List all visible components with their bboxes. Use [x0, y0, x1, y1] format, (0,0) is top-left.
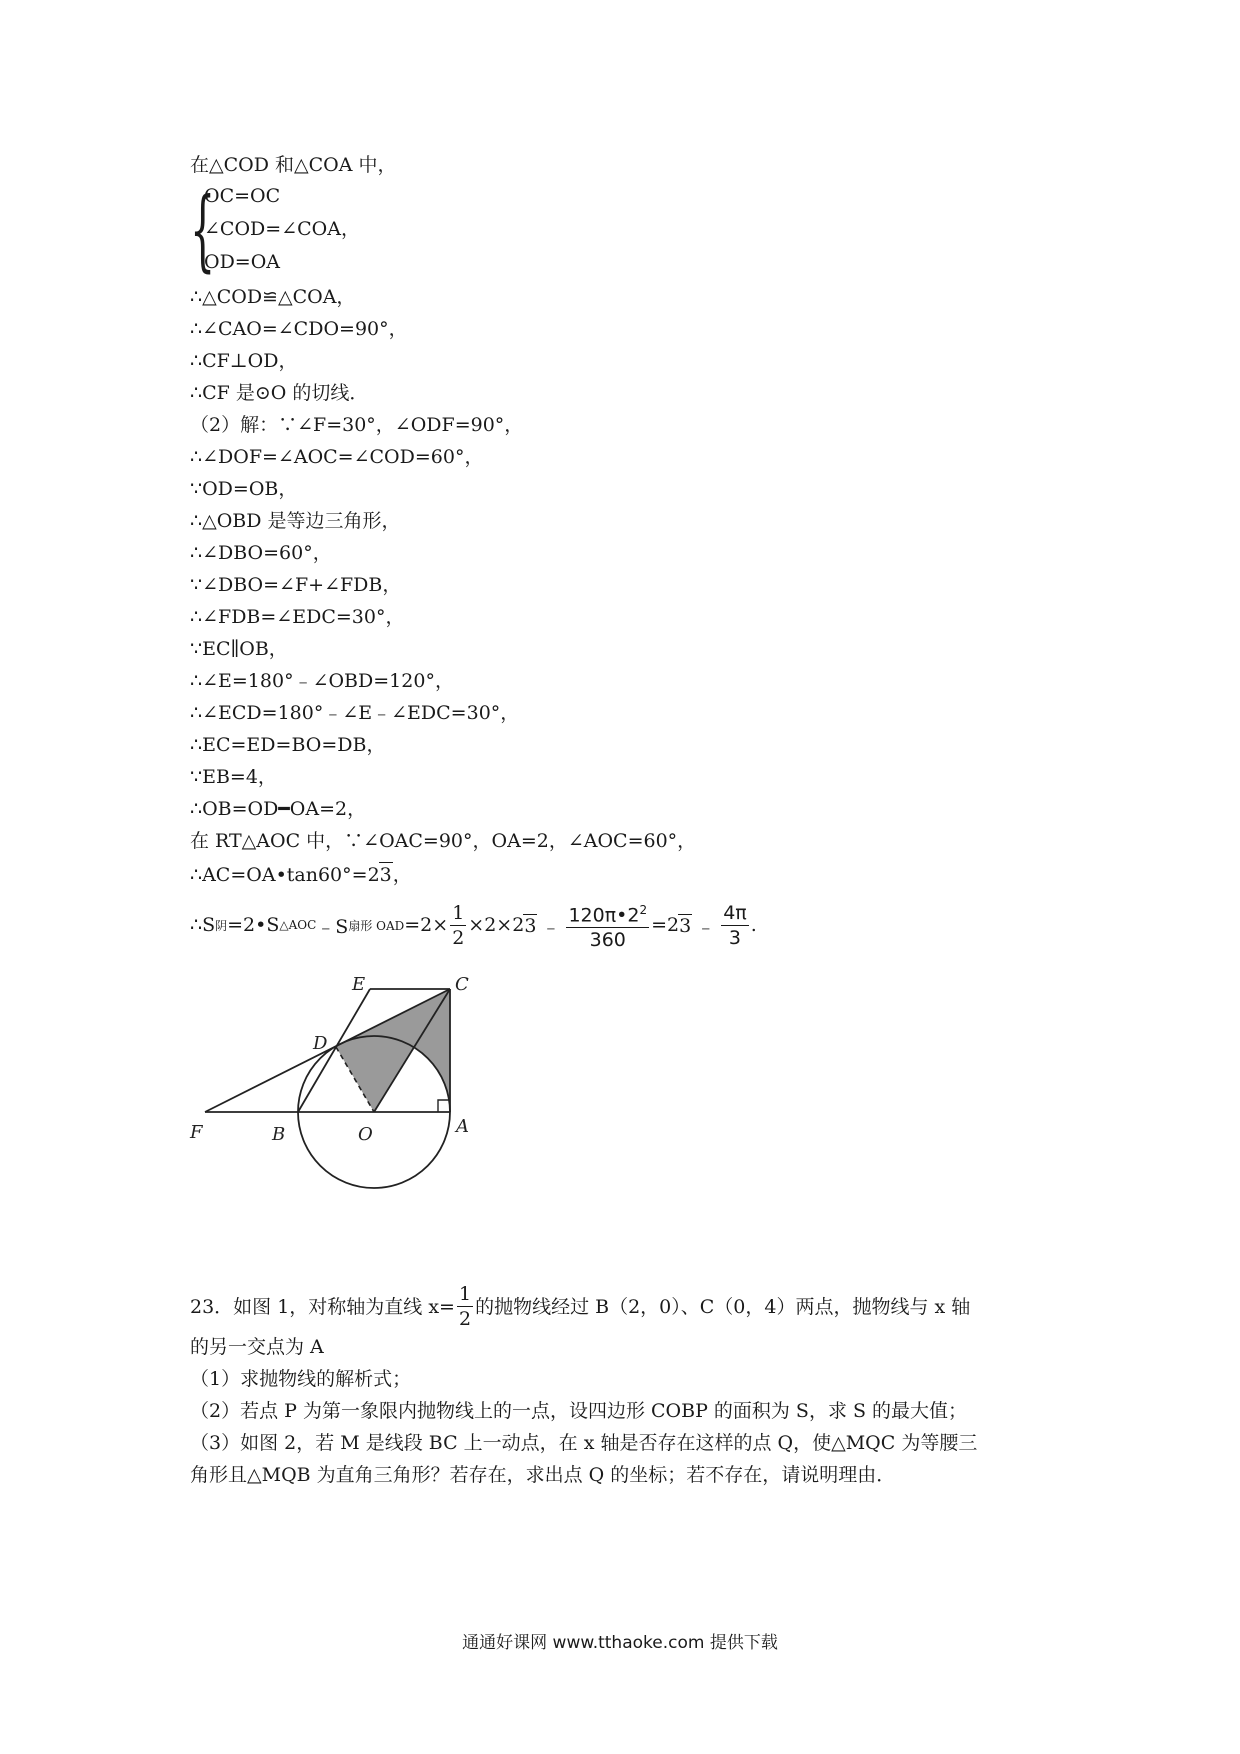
fraction-denominator: 2: [458, 1308, 472, 1330]
text-line: ∴∠FDB=∠EDC=30°，: [190, 606, 405, 628]
area-formula: [190, 898, 757, 952]
system-row: ∠COD=∠COA，: [204, 218, 360, 240]
fraction: [721, 901, 749, 950]
question-line: 的另一交点为 A: [190, 1336, 324, 1358]
text-line: ∴∠ECD=180°﹣∠E﹣∠EDC=30°，: [190, 702, 520, 724]
text-line: [190, 862, 412, 887]
fraction-numerator: 1: [458, 1283, 472, 1305]
fraction-denominator: 2: [452, 926, 465, 949]
text-line: ∴∠E=180°﹣∠OBD=120°，: [190, 670, 454, 692]
brace-symbol: {: [190, 178, 216, 281]
fraction-numerator: 1: [452, 901, 465, 924]
text-line: ∵EC∥OB，: [190, 638, 288, 660]
question-text: 的抛物线经过 B（2，0）、C（0，4）两点，抛物线与 x 轴: [475, 1295, 971, 1318]
text-line: ∴∠CAO=∠CDO=90°，: [190, 318, 408, 340]
question-text: 23．如图 1，对称轴为直线 x=: [190, 1295, 455, 1318]
formula-part: =2×: [404, 914, 449, 937]
question-line: 角形且△MQB 为直角三角形？若存在，求出点 Q 的坐标；若不存在，请说明理由．: [190, 1464, 896, 1486]
formula-part: .: [750, 914, 757, 937]
question-line: （2）若点 P 为第一象限内抛物线上的一点，设四边形 COBP 的面积为 S，求 S 的最大值；: [190, 1400, 968, 1422]
formula-subscript: △AOC: [279, 918, 317, 933]
label-f: F: [190, 1122, 203, 1143]
label-b: B: [272, 1124, 286, 1145]
right-angle-mark: [438, 1100, 450, 1112]
formula-part: =2: [651, 914, 680, 937]
text-line: ∴∠DOF=∠AOC=∠COD=60°，: [190, 446, 484, 468]
label-a: A: [456, 1116, 469, 1137]
formula-part: ﹣: [541, 915, 561, 938]
square-root: 3: [379, 864, 392, 886]
formula-subscript: 扇形 OAD: [348, 918, 405, 933]
formula-part: ×2×2: [468, 914, 525, 937]
segment-fc: [205, 989, 450, 1112]
text-line: 在 RT△AOC 中，∵∠OAC=90°，OA=2，∠AOC=60°，: [190, 830, 697, 852]
formula-part: =2•S: [227, 914, 280, 937]
label-o: O: [358, 1124, 373, 1145]
formula-part: ﹣: [696, 915, 716, 938]
text-line: ∵EB=4，: [190, 766, 277, 788]
text-line: ∴OB=OD━OA=2，: [190, 798, 367, 820]
page-footer: 通通好课网 www.tthaoke.com 提供下载: [462, 1633, 778, 1653]
text-line: ∴CF⊥OD，: [190, 350, 298, 372]
equation-system: [190, 178, 390, 281]
text-line: ∴CF 是⊙O 的切线．: [190, 382, 369, 404]
fraction-denominator: 360: [589, 929, 626, 952]
fraction-numerator: 4π: [723, 901, 747, 924]
fraction: [566, 898, 649, 952]
text-line: 在△COD 和△COA 中，: [190, 154, 397, 176]
question-line: [190, 1282, 970, 1331]
square-root: 3: [679, 914, 692, 937]
formula-part: ∴S: [190, 914, 216, 937]
exponent: 2: [639, 903, 648, 917]
numerator-text: 120π•2: [568, 904, 640, 927]
formula-subscript: 阴: [215, 918, 228, 933]
square-root: 3: [524, 914, 537, 937]
text-line: ∴∠DBO=60°，: [190, 542, 332, 564]
label-e: E: [352, 974, 366, 995]
text-segment: ∴AC=OA•tan60°=2: [190, 864, 380, 886]
fraction: [450, 901, 466, 950]
question-line: （1）求抛物线的解析式；: [190, 1368, 412, 1390]
formula-part: ﹣S: [316, 915, 349, 938]
text-line: ∴△OBD 是等边三角形，: [190, 510, 401, 532]
label-d: D: [313, 1033, 328, 1054]
text-line: ∵∠DBO=∠F+∠FDB，: [190, 574, 402, 596]
system-row: OC=OC: [204, 185, 281, 207]
fraction-numerator: [566, 898, 649, 928]
label-c: C: [455, 974, 469, 995]
question-line: （3）如图 2，若 M 是线段 BC 上一动点，在 x 轴是否存在这样的点 Q，使△MQC 为等腰三: [190, 1432, 978, 1454]
fraction: [457, 1282, 473, 1331]
geometry-figure: [180, 970, 480, 1220]
text-line: （2）解：∵∠F=30°，∠ODF=90°，: [190, 414, 524, 436]
text-line: ∴△COD≌△COA，: [190, 286, 356, 308]
text-segment: ，: [392, 864, 412, 886]
fraction-denominator: 3: [728, 926, 742, 949]
text-line: ∴EC=ED=BO=DB，: [190, 734, 386, 756]
system-row: OD=OA: [204, 251, 281, 273]
text-line: ∵OD=OB，: [190, 478, 298, 500]
